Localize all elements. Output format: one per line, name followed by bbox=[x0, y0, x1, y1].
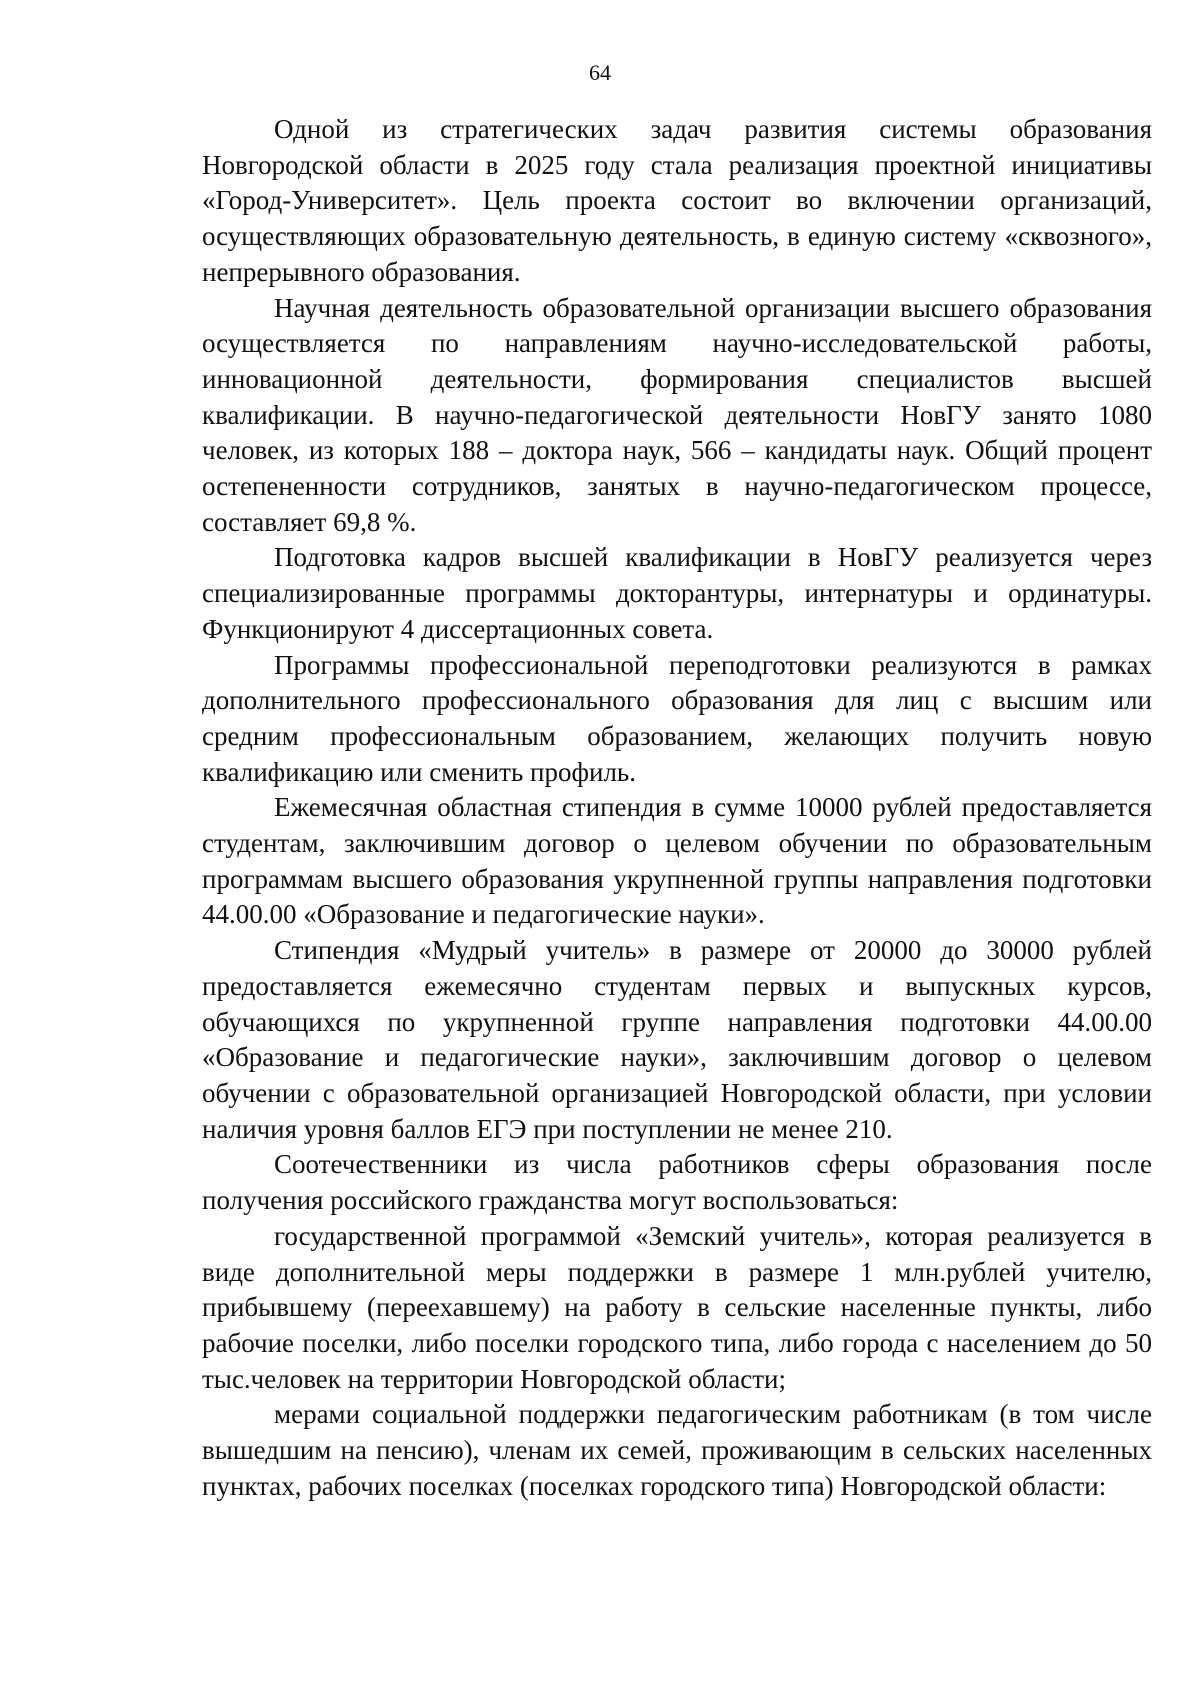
paragraph-wise-teacher-scholarship: Стипендия «Мудрый учитель» в размере от 20000 до 30000 рублей предоставляется ежемесячно студентам первых и выпускных курсов, обучающихся по укрупненной группе направления подготовки 44.00.00 «Образование и педагогические науки», заключившим договор о целевом обучении с образовательной организацией Новгородской области, при условии наличия уровня баллов ЕГЭ при поступлении не менее 210. bbox=[202, 935, 1152, 1144]
paragraph-higher-qualification-training: Подготовка кадров высшей квалификации в НовГУ реализуется через специализированные программы докторантуры, интернатуры и ординатуры. Функционируют 4 диссертационных совета. bbox=[202, 542, 1152, 644]
paragraph-zemsky-teacher: государственной программой «Земский учитель», которая реализуется в виде дополнительной меры поддержки в размере 1 млн.рублей учителю, прибывшему (переехавшему) на работу в сельские населенные пункты, либо рабочие поселки, либо поселки городского типа, либо города с населением до 50 тыс.человек на территории Новгородской области; bbox=[202, 1220, 1152, 1394]
paragraph-regional-scholarship: Ежемесячная областная стипендия в сумме 10000 рублей предоставляется студентам, заключившим договор о целевом обучении по образовательным программам высшего образования укрупненной группы направления подготовки 44.00.00 «Образование и педагогические науки». bbox=[202, 792, 1152, 930]
paragraph-compatriots: Соотечественники из числа работников сферы образования после получения российского гражданства могут воспользоваться: bbox=[202, 1149, 1152, 1216]
paragraph-scientific-activity: Научная деятельность образовательной организации высшего образования осуществляется по направлениям научно-исследовательской работы, инновационной деятельности, формирования специалистов высшей квалификации. В научно-педагогической деятельности НовГУ занято 1080 человек, из которых 188 – доктора наук, 566 – кандидаты наук. Общий процент остепененности сотрудников, занятых в научно-педагогическом процессе, составляет 69,8 %. bbox=[202, 292, 1152, 537]
paragraph-social-support: мерами социальной поддержки педагогическим работникам (в том числе вышедшим на пенсию), членам их семей, проживающим в сельских населенных пунктах, рабочих поселках (поселках городского типа) Новгородской области: bbox=[202, 1399, 1152, 1501]
page-number: 64 bbox=[589, 60, 611, 85]
document-body bbox=[202, 112, 1152, 1504]
paragraph-city-university-initiative: Одной из стратегических задач развития системы образования Новгородской области в 2025 году стала реализация проектной инициативы «Город-Университет». Цель проекта состоит во включении организаций, осуществляющих образовательную деятельность, в единую систему «сквозного», непрерывного образования. bbox=[202, 114, 1152, 287]
paragraph-professional-retraining: Программы профессиональной переподготовки реализуются в рамках дополнительного профессионального образования для лиц с высшим или средним профессиональным образованием, желающих получить новую квалификацию или сменить профиль. bbox=[202, 649, 1152, 787]
